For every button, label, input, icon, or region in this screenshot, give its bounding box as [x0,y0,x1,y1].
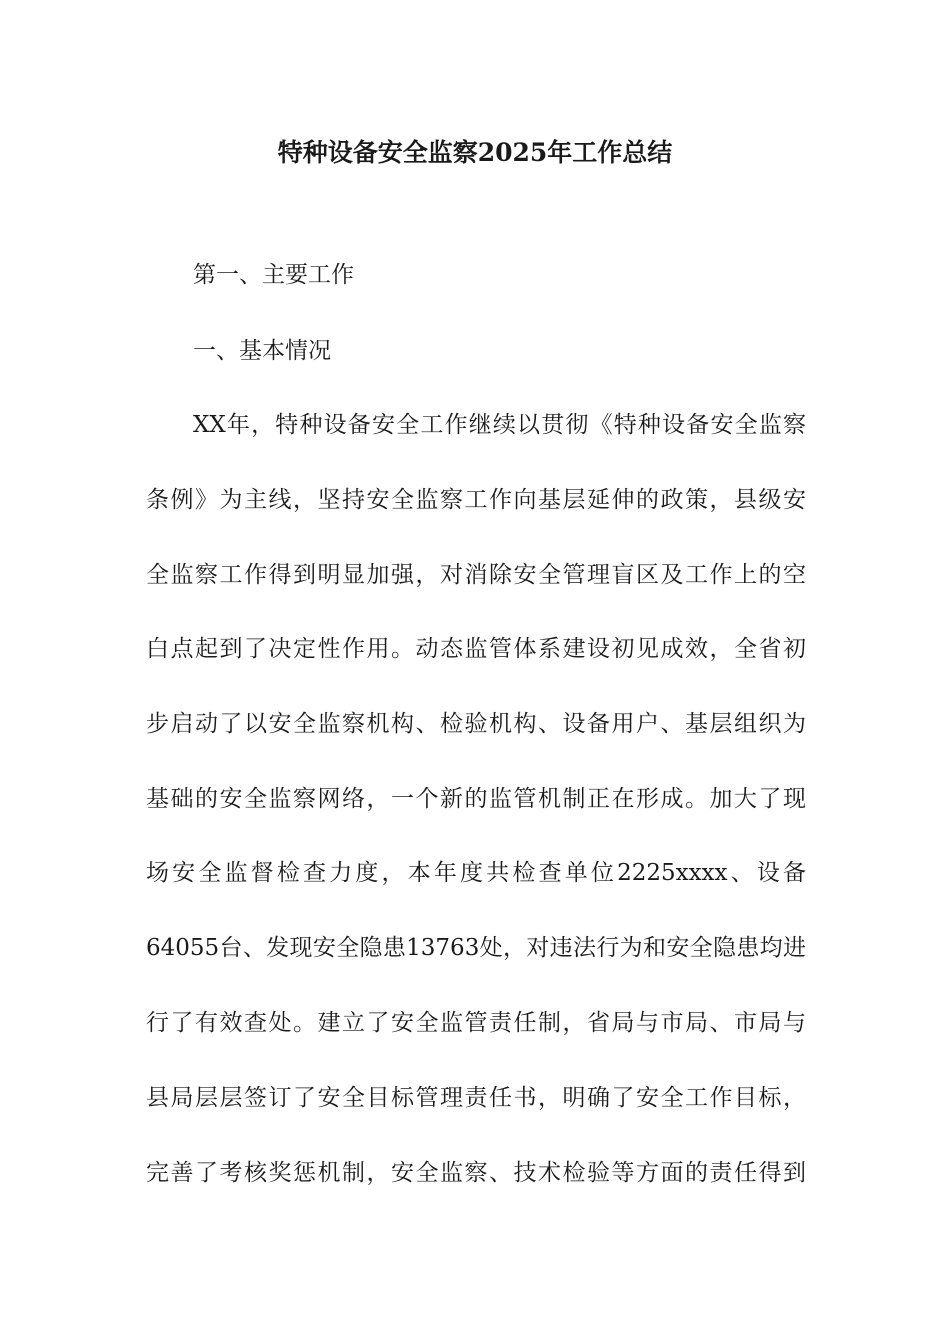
document-title: 特种设备安全监察2025年工作总结 [277,138,673,167]
paragraph-line: 场安全监督检查力度，本年度共检查单位2225xxxx、设备 [146,860,806,886]
paragraph-line: 县局层层签订了安全目标管理责任书，明确了安全工作目标， [146,1085,806,1111]
paragraph-line: 步启动了以安全监察机构、检验机构、设备用户、基层组织为 [146,711,806,737]
paragraph-line: 行了有效查处。建立了安全监管责任制，省局与市局、市局与 [146,1010,806,1036]
paragraph-line: XX年，特种设备安全工作继续以贯彻《特种设备安全监察 [193,412,806,438]
paragraph-line: 白点起到了决定性作用。动态监管体系建设初见成效，全省初 [146,636,806,662]
paragraph-line: 条例》为主线，坚持安全监察工作向基层延伸的政策，县级安 [146,487,806,513]
paragraph-line: 完善了考核奖惩机制，安全监察、技术检验等方面的责任得到 [146,1160,806,1186]
paragraph-line: 64055台、发现安全隐患13763处，对违法行为和安全隐患均进 [146,935,806,961]
subsection-heading: 一、基本情况 [193,338,331,364]
paragraph-line: 基础的安全监察网络，一个新的监管机制正在形成。加大了现 [146,786,806,812]
section-heading: 第一、主要工作 [193,262,354,288]
paragraph-line: 全监察工作得到明显加强，对消除安全管理盲区及工作上的空 [146,562,806,588]
